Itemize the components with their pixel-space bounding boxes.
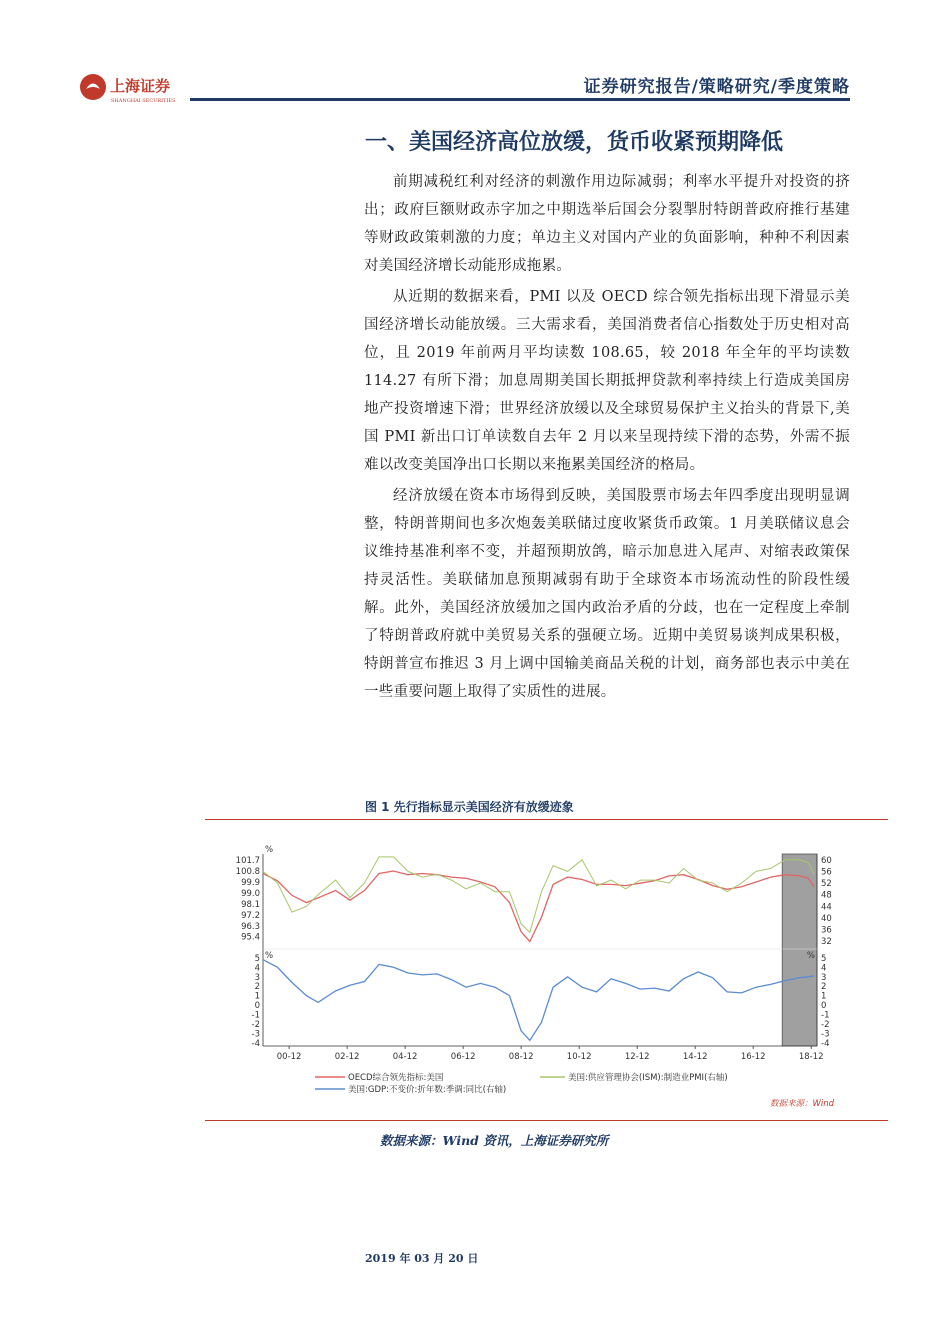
y-tick-left-upper: 96.3 [241,921,260,932]
y-unit-upper: % [265,845,274,855]
y-tick-right-upper: 32 [821,937,832,948]
body-text [364,168,850,709]
y-tick-left-lower: 4 [254,963,260,974]
y-tick-left-lower: 5 [254,953,260,964]
x-tick-label: 18-12 [798,1052,824,1062]
x-tick-label: 08-12 [508,1052,534,1062]
y-tick-right-upper: 52 [821,879,832,890]
y-unit-lower-right: % [806,951,815,961]
x-tick-label: 04-12 [392,1052,418,1062]
y-tick-right-upper: 48 [821,890,832,901]
x-tick-label: 10-12 [566,1052,592,1062]
y-tick-left-lower: -3 [251,1029,260,1040]
company-logo [78,72,198,106]
figure-source: 数据来源：Wind 资讯，上海证券研究所 [380,1133,609,1148]
x-tick-label: 02-12 [334,1052,360,1062]
x-tick-label: 06-12 [450,1052,476,1062]
y-tick-left-upper: 98.1 [241,899,260,910]
y-tick-right-lower: 4 [821,963,827,974]
y-tick-left-lower: 0 [254,1001,260,1012]
y-tick-right-upper: 36 [821,925,832,936]
y-tick-left-upper: 99.9 [241,877,260,888]
logo-text: 上海证券 [110,77,171,95]
y-tick-right-upper: 44 [821,902,832,913]
paragraph: 前期减税红利对经济的刺激作用边际减弱；利率水平提升对投资的挤出；政府巨额财政赤字加之中期选举后国会分裂掣肘特朗普政府推行基建等财政政策刺激的力度；单边主义对国内产业的负面影响，种种不利因素对美国经济增长动能形成拖累。 [364,174,850,274]
y-tick-right-lower: -2 [821,1020,830,1031]
x-tick-label: 14-12 [682,1052,708,1062]
y-tick-right-lower: -3 [821,1029,830,1040]
figure-bottom-rule [205,1120,888,1121]
breadcrumb: 证券研究报告/策略研究/季度策略 [583,77,850,97]
series-gdp-line [263,960,814,1041]
y-tick-right-lower: 1 [821,991,827,1002]
y-tick-left-lower: -2 [251,1020,260,1031]
paragraph: 经济放缓在资本市场得到反映，美国股票市场去年四季度出现明显调整，特朗普期间也多次炮轰美联储过度收紧货币政策。1 月美联储议息会议维持基准利率不变，并超预期放鸽，暗示加息进入尾声、对缩表政策保持灵活性。美联储加息预期减弱有助于全球资本市场流动性的阶段性缓解。此外，美国经济放缓加之国内政治矛盾的分歧，也在一定程度上牵制了特朗普政府就中美贸易关系的强硬立场。近期中美贸易谈判成果积极，特朗普宣布推迟 3 月上调中国输美商品关税的计划，商务部也表示中美在一些重要问题上取得了实质性的进展。 [364,488,850,700]
y-tick-right-upper: 60 [821,855,832,866]
y-tick-left-lower: 2 [254,982,260,993]
y-tick-left-lower: 1 [254,991,260,1002]
logo-subtext: SHANGHAI SECURITIES [111,98,176,104]
footer-date: 2019 年 03 月 20 日 [365,1252,479,1265]
y-tick-left-lower: -1 [251,1010,260,1021]
y-tick-right-lower: 2 [821,982,827,993]
y-tick-right-lower: 5 [821,953,827,964]
legend-label-oecd: OECD综合领先指标:美国 [348,1073,444,1083]
x-tick-label: 16-12 [740,1052,766,1062]
chart-watermark: 数据来源：Wind [770,1099,835,1109]
y-tick-right-lower: -1 [821,1010,830,1021]
y-tick-right-lower: 0 [821,1001,827,1012]
header-divider [190,98,850,101]
x-tick-label: 00-12 [276,1052,302,1062]
y-tick-right-upper: 56 [821,867,832,878]
y-tick-left-lower: 3 [254,972,260,983]
figure-top-rule [205,819,888,820]
legend-label-gdp: 美国:GDP:不变价:折年数:季调:同比(右轴) [348,1085,507,1095]
chart-ticks [236,845,832,1062]
y-tick-right-lower: -4 [821,1039,830,1050]
y-tick-right-lower: 3 [821,972,827,983]
y-tick-left-upper: 97.2 [241,910,260,921]
y-tick-left-upper: 95.4 [241,932,260,943]
paragraph: 从近期的数据来看，PMI 以及 OECD 综合领先指标出现下滑显示美国经济增长动能放缓。三大需求看，美国消费者信心指数处于历史相对高位，且 2019 年前两月平均读数 108.65，较 2018 年全年的平均读数 114.27 有所下滑；加息周期美国长期抵押贷款利率持续上行造成美国房地产投资增速下滑；世界经济放缓以及全球贸易保护主义抬头的背景下,美国 PMI 新出口订单读数自去年 2 月以来呈现持续下滑的态势，外需不振难以改变美国净出口长期以来拖累美国经济的格局。 [364,289,850,473]
leading-indicators-chart [205,830,888,1120]
y-tick-right-upper: 40 [821,913,832,924]
section-title: 一、美国经济高位放缓，货币收紧预期降低 [365,130,784,155]
y-tick-left-upper: 101.7 [235,856,260,867]
y-tick-left-lower: -4 [251,1039,260,1050]
series-pmi-line [263,857,814,933]
x-tick-label: 12-12 [624,1052,650,1062]
legend-label-pmi: 美国:供应管理协会(ISM):制造业PMI(右轴) [568,1073,728,1083]
y-tick-left-upper: 100.8 [235,867,260,878]
y-unit-lower-left: % [265,951,274,961]
chart-axes [263,854,817,1046]
figure-caption: 图 1 先行指标显示美国经济有放缓迹象 [365,800,574,814]
y-tick-left-upper: 99.0 [241,888,260,899]
series-oecd-line [263,871,814,942]
